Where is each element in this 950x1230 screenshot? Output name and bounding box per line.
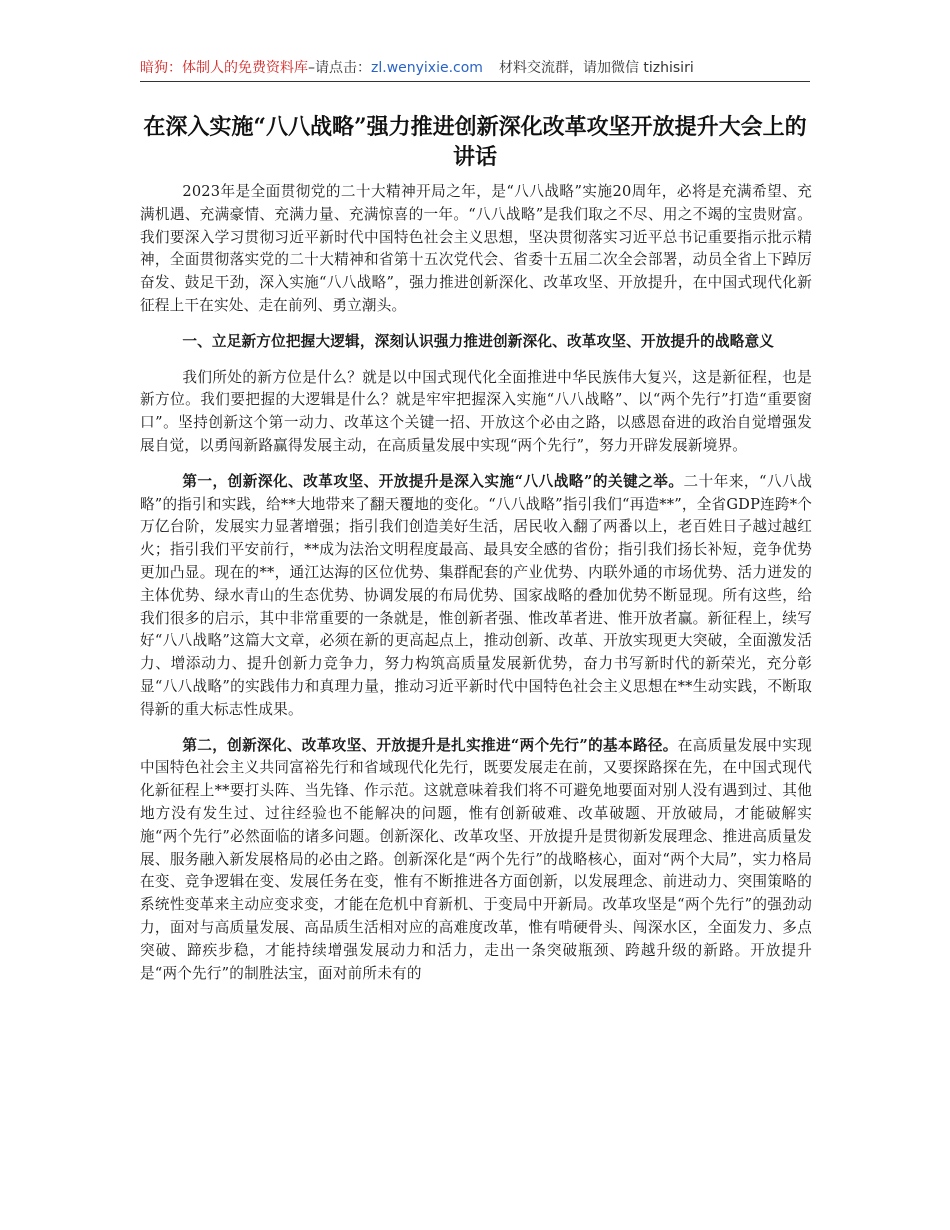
- point-two-body: 在高质量发展中实现中国特色社会主义共同富裕先行和省域现代化先行，既要发展走在前，又要探路探在先，在中国式现代化新征程上**要打头阵、当先锋、作示范。这就意味着我们将不可避免地要面对别人没有遇到过、其他地方没有发生过、过往经验也不能解决的问题，惟有创新破难、改革破题、开放破局，才能破解实施“两个先行”必然面临的诸多问题。创新深化、改革攻坚、开放提升是贯彻新发展理念、推进高质量发展、服务融入新发展格局的必由之路。创新深化是“两个先行”的战略核心，面对“两个大局”，实力格局在变、竞争逻辑在变、发展任务在变，惟有不断推进各方面创新，以发展理念、前进动力、突围策略的系统性变革来主动应变求变，才能在危机中育新机、于变局中开新局。改革攻坚是“两个先行”的强劲动力，面对与高质量发展、高品质生活相对应的高难度改革，惟有啃硬骨头、闯深水区，全面发力、多点突破、蹄疾步稳，才能持续增强发展动力和活力，走出一条突破瓶颈、跨越升级的新路。开放提升是“两个先行”的制胜法宝，面对前所未有的: [140, 736, 812, 982]
- header-contact: 材料交流群，请加微信 tizhisiri: [498, 60, 694, 76]
- point-one-lead: 第一，创新深化、改革攻坚、开放提升是深入实施“八八战略”的关键之举。: [182, 472, 684, 490]
- document-title: 在深入实施“八八战略”强力推进创新深化改革攻坚开放提升大会上的讲话: [143, 114, 807, 170]
- header-prompt: –请点击：: [308, 60, 371, 76]
- header-url-link[interactable]: zl.wenyixie.com: [371, 60, 483, 76]
- section-paragraph: 我们所处的新方位是什么？就是以中国式现代化全面推进中华民族伟大复兴，这是新征程，也是新方位。我们要把握的大逻辑是什么？就是牢牢把握深入实施“八八战略”、以“两个先行”打造“重要窗口”。坚持创新这个第一动力、改革这个关键一招、开放这个必由之路，以感恩奋进的政治自觉增强发展自觉，以勇闯新路赢得发展主动，在高质量发展中实现“两个先行”，努力开辟发展新境界。: [140, 368, 812, 454]
- point-two-lead: 第二，创新深化、改革攻坚、开放提升是扎实推进“两个先行”的基本路径。: [182, 736, 678, 754]
- intro-paragraph: 2023年是全面贯彻党的二十大精神开局之年，是“八八战略”实施20周年，必将是充满希望、充满机遇、充满豪情、充满力量、充满惊喜的一年。“八八战略”是我们取之不尽、用之不竭的宝贵财富。我们要深入学习贯彻习近平新时代中国特色社会主义思想，坚决贯彻落实习近平总书记重要指示批示精神，全面贯彻落实党的二十大精神和省第十五次党代会、省委十五届二次全会部署，动员全省上下踔厉奋发、鼓足干劲，深入实施“八八战略”，强力推进创新深化、改革攻坚、开放提升，在中国式现代化新征程上干在实处、走在前列、勇立潮头。: [140, 183, 812, 314]
- point-two-paragraph: [140, 735, 812, 986]
- section-heading: 一、立足新方位把握大逻辑，深刻认识强力推进创新深化、改革攻坚、开放提升的战略意义: [182, 332, 775, 350]
- document-body: [140, 181, 812, 998]
- page-header: [140, 57, 810, 82]
- point-one-body: 二十年来，“八八战略”的指引和实践，给**大地带来了翻天覆地的变化。“八八战略”指引我们“再造**”，全省GDP连跨*个万亿台阶，发展实力显著增强；指引我们创造美好生活，居民收入翻了两番以上，老百姓日子越过越红火；指引我们平安前行，**成为法治文明程度最高、最具安全感的省份；指引我们扬长补短，竞争优势更加凸显。现在的**，通江达海的区位优势、集群配套的产业优势、内联外通的市场优势、活力迸发的主体优势、绿水青山的生态优势、协调发展的布局优势、国家战略的叠加优势不断显现。所有这些，给我们很多的启示，其中非常重要的一条就是，惟创新者强、惟改革者进、惟开放者赢。新征程上，续写好“八八战略”这篇大文章，必须在新的更高起点上，推动创新、改革、开放实现更大突破，全面激发活力、增添动力、提升创新力竞争力，努力构筑高质量发展新优势，奋力书写新时代的新荣光，充分彰显“八八战略”的实践伟力和真理力量，推动习近平新时代中国特色社会主义思想在**生动实践，不断取得新的重大标志性成果。: [140, 472, 812, 718]
- point-one-paragraph: [140, 471, 812, 722]
- header-brand: 暗狗：体制人的免费资料库: [140, 60, 308, 76]
